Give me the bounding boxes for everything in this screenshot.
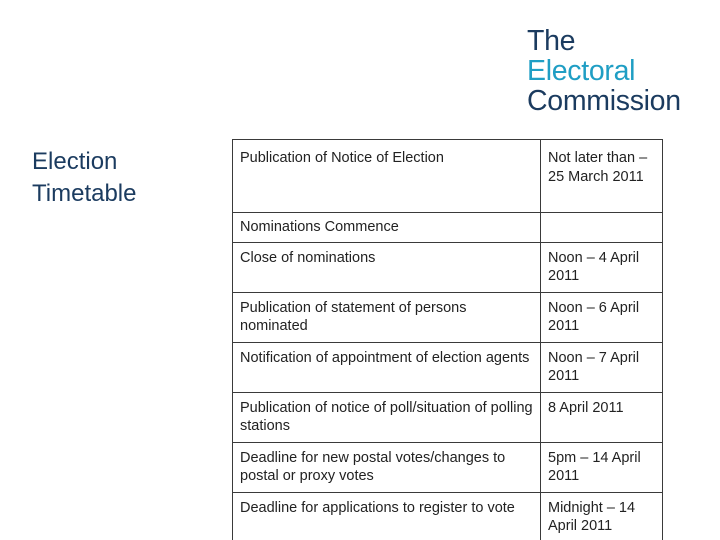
date-cell: Noon – 6 April 2011 [541, 292, 663, 342]
table-row [233, 492, 663, 540]
event-cell: Notification of appointment of election agents [233, 342, 541, 392]
page-title-line-1: Election [32, 148, 118, 175]
logo-line-commission: Commission [527, 85, 681, 117]
event-cell: Deadline for applications to register to vote [233, 492, 541, 540]
event-cell: Deadline for new postal votes/changes to postal or proxy votes [233, 442, 541, 492]
date-cell: 5pm – 14 April 2011 [541, 442, 663, 492]
table-row [233, 442, 663, 492]
table-row [233, 342, 663, 392]
date-cell: Not later than – 25 March 2011 [541, 140, 663, 213]
date-cell [541, 213, 663, 243]
date-cell: Noon – 4 April 2011 [541, 242, 663, 292]
electoral-commission-logo [527, 26, 712, 116]
table-row [233, 242, 663, 292]
logo-line-the: The [527, 25, 576, 57]
event-cell: Nominations Commence [233, 213, 541, 243]
logo-line-electoral: Electoral [527, 55, 636, 87]
date-cell: 8 April 2011 [541, 392, 663, 442]
event-cell: Publication of Notice of Election [233, 140, 541, 213]
page-title-line-2: Timetable [32, 180, 137, 207]
event-cell: Publication of notice of poll/situation of polling stations [233, 392, 541, 442]
table-row [233, 392, 663, 442]
date-cell: Noon – 7 April 2011 [541, 342, 663, 392]
table-row [233, 292, 663, 342]
event-cell: Publication of statement of persons nominated [233, 292, 541, 342]
election-timetable-table [232, 139, 663, 540]
table-row [233, 140, 663, 213]
event-cell: Close of nominations [233, 242, 541, 292]
date-cell: Midnight – 14 April 2011 [541, 492, 663, 540]
page-title [32, 146, 202, 210]
table-row [233, 213, 663, 243]
